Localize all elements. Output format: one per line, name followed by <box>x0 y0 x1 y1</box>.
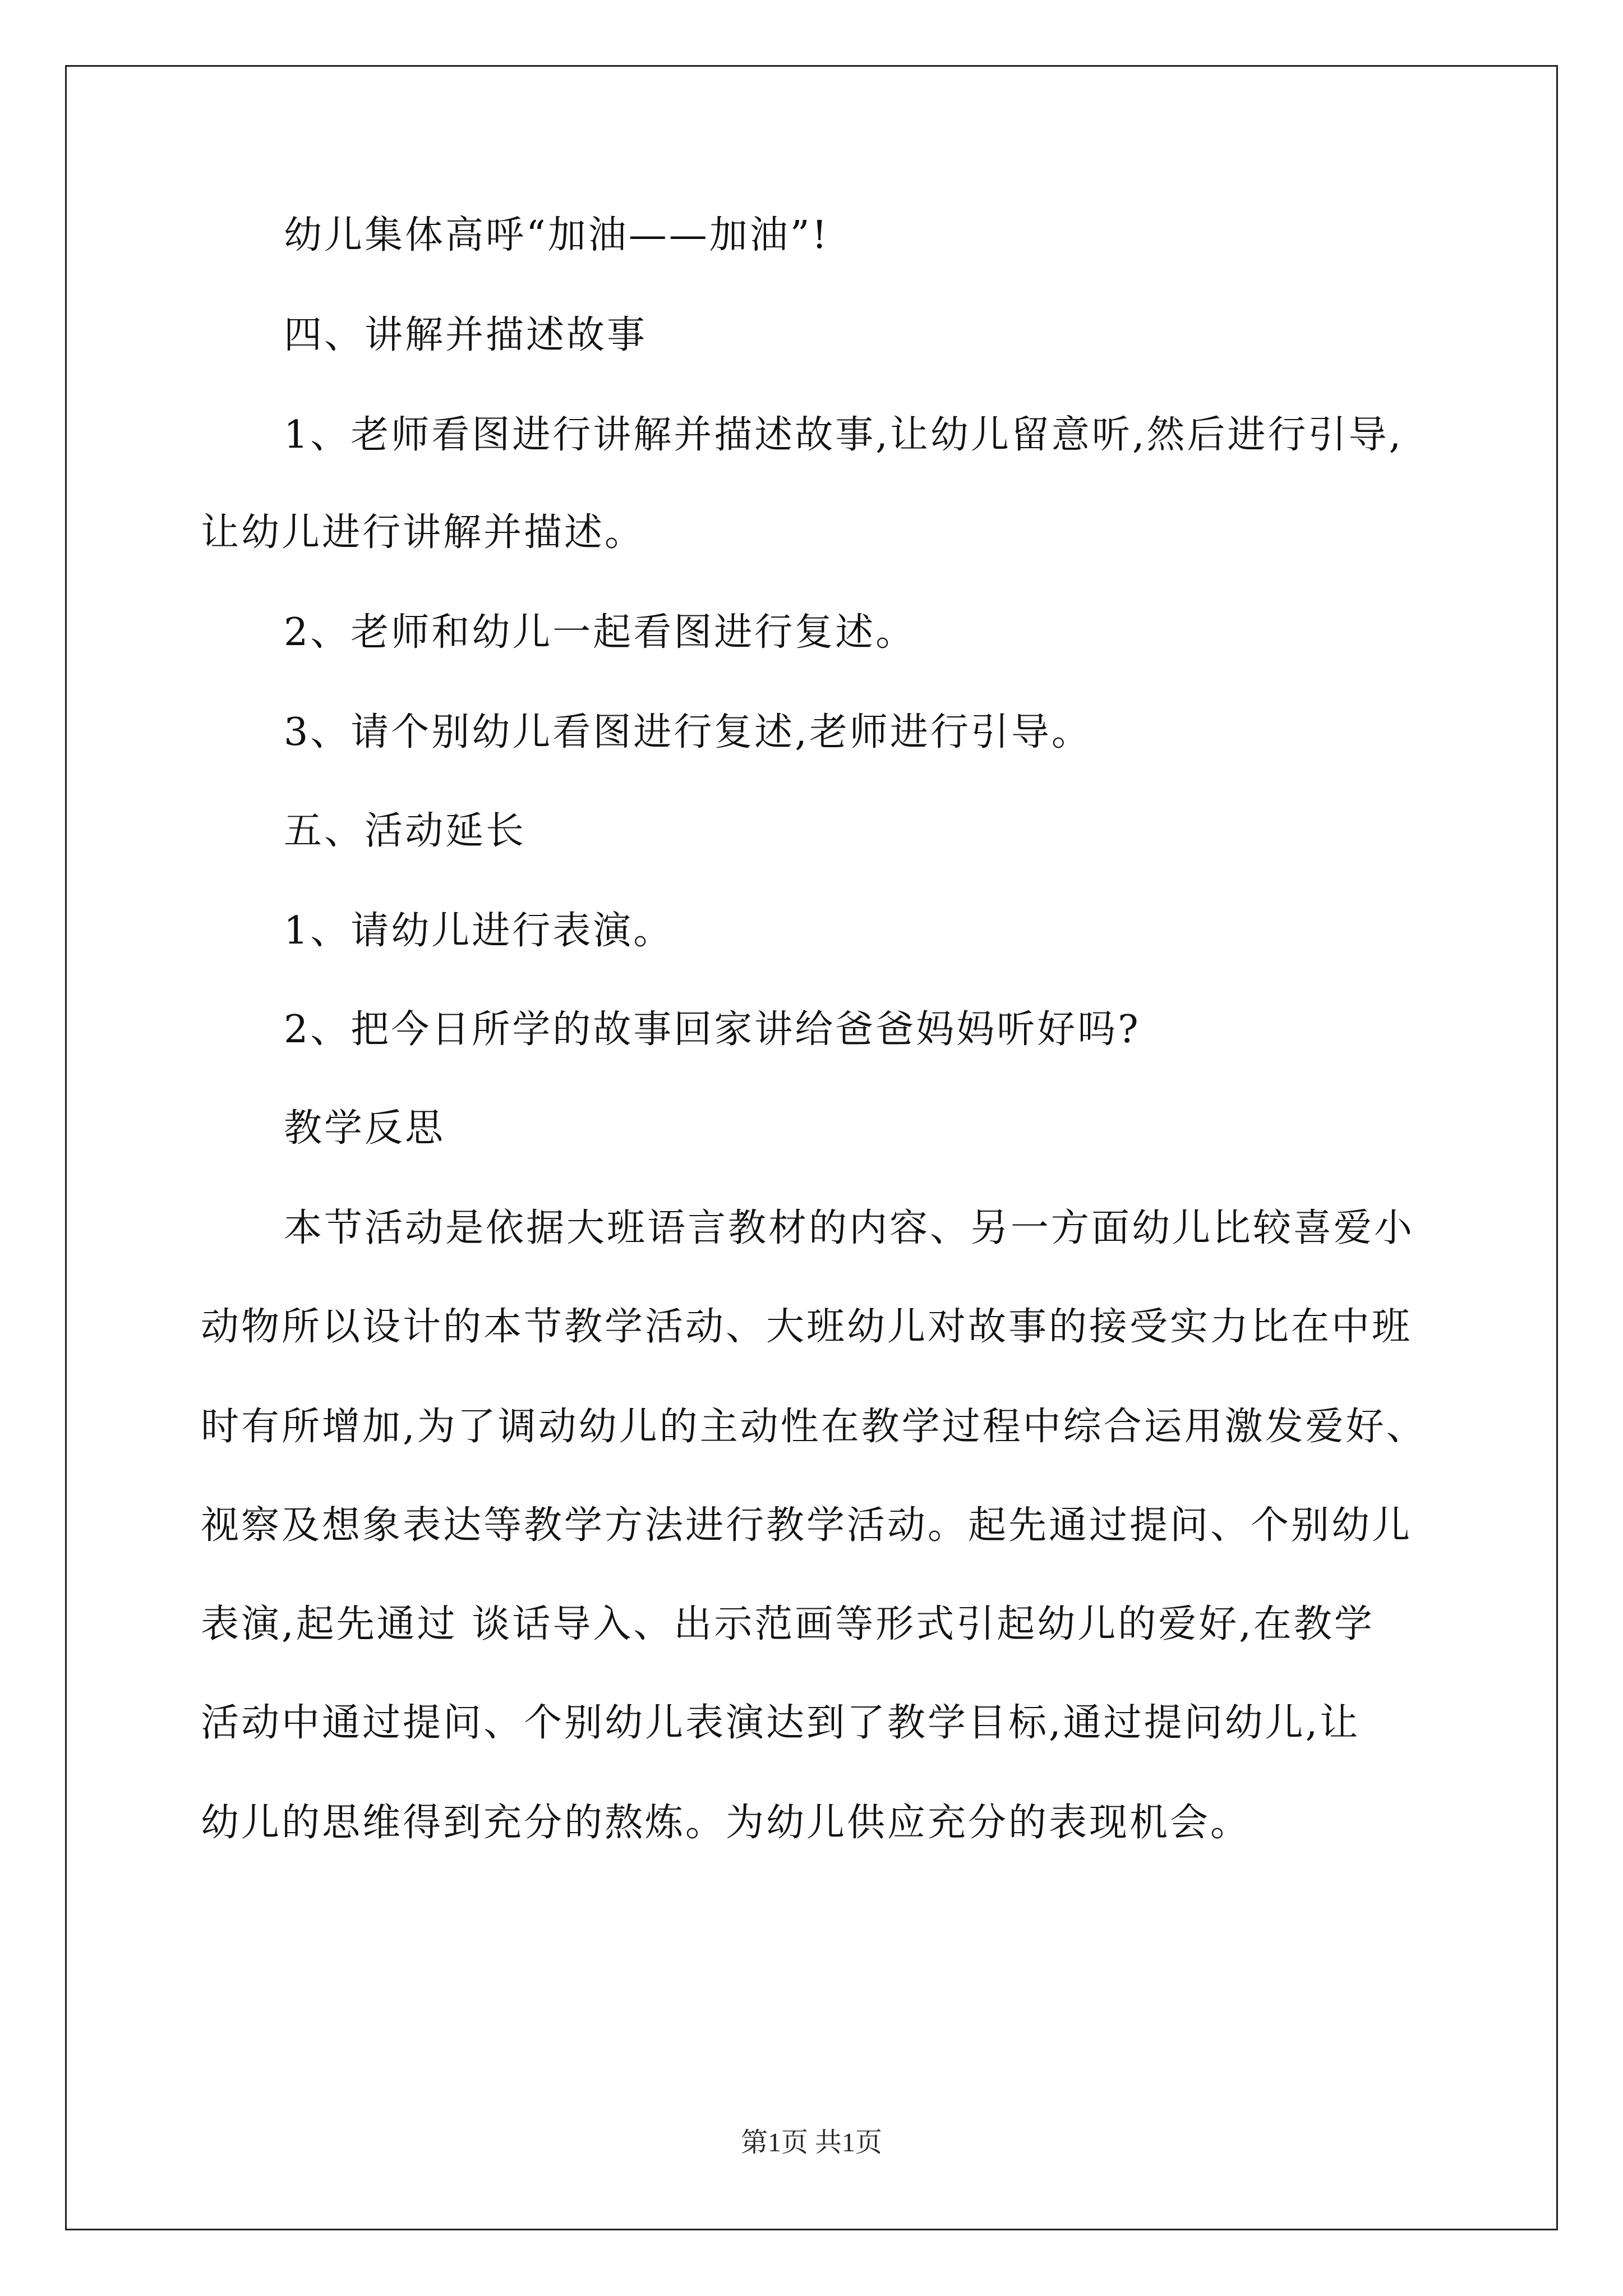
reflection-line: 视察及想象表达等教学方法进行教学活动。起先通过提问、个别幼儿 <box>201 1503 1413 1548</box>
reflection-line: 幼儿的思维得到充分的熬炼。为幼儿供应充分的表现机会。 <box>201 1801 1251 1845</box>
reflection-line: 时有所增加,为了调动幼儿的主动性在教学过程中综合运用激发爱好、 <box>201 1405 1427 1449</box>
list-item-5-1: 1、请幼儿进行表演。 <box>284 909 674 953</box>
list-item-4-2: 2、老师和幼儿一起看图进行复述。 <box>284 610 916 655</box>
page-number-footer: 第1页 共1页 <box>740 2128 882 2157</box>
list-item-5-2: 2、把今日所学的故事回家讲给爸爸妈妈听好吗? <box>284 1007 1141 1052</box>
heading-reflection: 教学反思 <box>284 1106 446 1151</box>
list-item-4-3: 3、请个别幼儿看图进行复述,老师进行引导。 <box>284 710 1092 754</box>
paragraph-cheer: 幼儿集体高呼“加油——加油”! <box>284 213 829 257</box>
reflection-line: 活动中通过提问、个别幼儿表演达到了教学目标,通过提问幼儿,让 <box>201 1701 1361 1745</box>
reflection-line: 表演,起先通过 谈话导入、出示范画等形式引起幼儿的爱好,在教学 <box>201 1602 1375 1646</box>
heading-section-five: 五、活动延长 <box>284 809 527 853</box>
list-item-4-1-continued: 让幼儿进行讲解并描述。 <box>201 510 645 555</box>
reflection-line: 本节活动是依据大班语言教材的内容、另一方面幼儿比较喜爱小 <box>284 1206 1415 1250</box>
list-item-4-1: 1、老师看图进行讲解并描述故事,让幼儿留意听,然后进行引导, <box>284 413 1404 457</box>
reflection-line: 动物所以设计的本节教学活动、大班幼儿对故事的接受实力比在中班 <box>201 1305 1413 1349</box>
heading-section-four: 四、讲解并描述故事 <box>284 313 648 357</box>
